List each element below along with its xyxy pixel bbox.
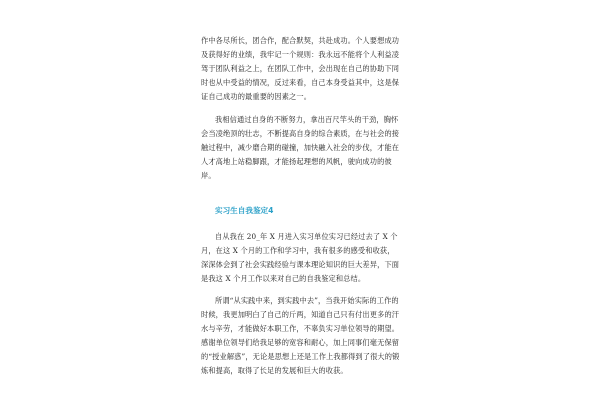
paragraph-self-improvement: 我相信通过自身的不断努力，拿出百尺竿头的干劲，胸怀会当凌绝顶的壮志，不断提高自身的综合素质，在与社会的接触过程中，减少磨合期的碰撞，加快融入社会的步伐，才能在人才高地上站稳脚跟，才能扬起理想的风帆，驶向成功的彼岸。	[201, 115, 400, 180]
article-body	[201, 34, 401, 378]
paragraph-intro: 自从我在 20_年 X 月进入实习单位实习已经过去了 X 个月，在这 X 个月的工作和学习中，我有很多的感受和收获，深深体会到了社会实践经验与课本理论知识的巨大差异，下面是我这 X 个月工作以来对自己的自我鉴定和总结。	[201, 232, 400, 283]
section-title: 实习生自我鉴定4	[215, 206, 274, 215]
paragraph-practice: 所谓“从实践中来，到实践中去”，当我开始实际的工作的时候，我更加明白了自己的斤两，知道自己只有付出更多的汗水与辛劳，才能做好本职工作，不辜负实习单位领导的期望。感谢单位领导们给我足够的宽容和耐心，加上同事们毫无保留的“授业解惑”，无论是思想上还是工作上我都得到了很大的锻炼和提高，取得了长足的发展和巨大的收获。	[201, 296, 400, 375]
paragraph-teamwork: 作中各尽所长，团合作，配合默契，共赴成功。个人要想成功及获得好的业绩，我牢记一个规则：我永远不能将个人利益凌驾于团队利益之上，在团队工作中，会出现在自己的协助下同时也从中受益的情况，反过来看，自己本身受益其中，这是保证自己成功的最重要的因素之一。	[201, 36, 400, 101]
